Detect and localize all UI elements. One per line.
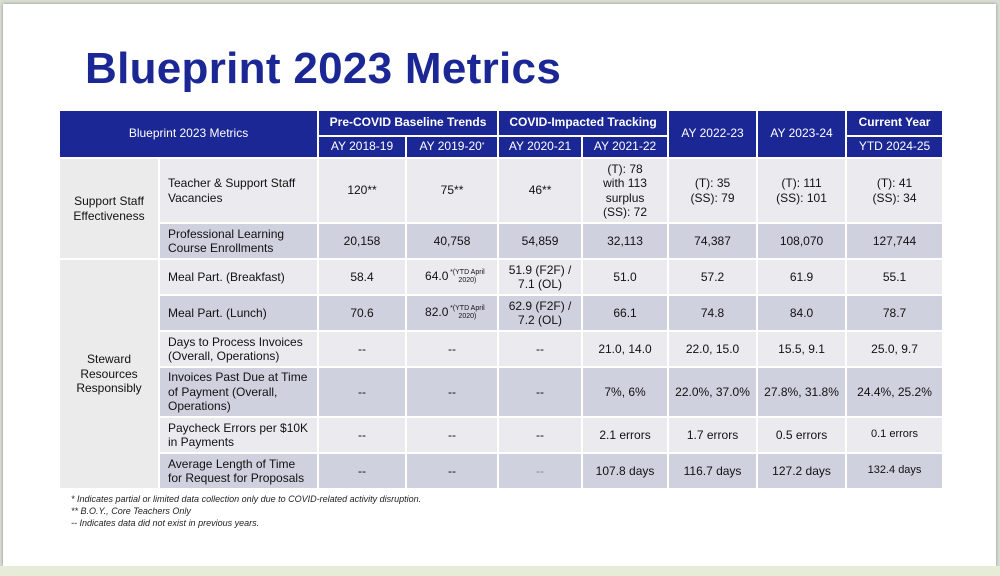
value-cell: 70.6	[318, 295, 406, 331]
table-row	[59, 367, 943, 417]
metric-label: Days to Process Invoices (Overall, Operations)	[159, 331, 318, 367]
value-cell: --	[498, 367, 582, 417]
value-cell: 74.8	[668, 295, 757, 331]
metrics-table	[58, 109, 944, 490]
header-ay-2021-22: AY 2021-22	[582, 136, 668, 158]
footnote-boy: ** B.O.Y., Core Teachers Only	[71, 506, 191, 516]
header-ay-2023-24: AY 2023-24	[757, 110, 846, 158]
value-cell: (T): 41 (SS): 34	[846, 158, 943, 223]
value-cell: (T): 111 (SS): 101	[757, 158, 846, 223]
value-cell: 75**	[406, 158, 498, 223]
value-main: 82.0	[425, 305, 449, 319]
value-cell: 1.7 errors	[668, 417, 757, 453]
value-cell: 21.0, 14.0	[582, 331, 668, 367]
value-cell	[406, 259, 498, 295]
value-cell: --	[406, 331, 498, 367]
metric-label: Professional Learning Course Enrollments	[159, 223, 318, 259]
value-cell	[406, 295, 498, 331]
header-ay-2020-21: AY 2020-21	[498, 136, 582, 158]
value-cell: 127,744	[846, 223, 943, 259]
table-row	[59, 223, 943, 259]
value-cell: 78.7	[846, 295, 943, 331]
value-cell: 22.0, 15.0	[668, 331, 757, 367]
value-cell: 2.1 errors	[582, 417, 668, 453]
value-cell: 22.0%, 37.0%	[668, 367, 757, 417]
value-cell: (T): 35 (SS): 79	[668, 158, 757, 223]
header-ay-2019-20-mark: *	[481, 142, 485, 150]
value-cell: --	[318, 453, 406, 489]
header-ay-2019-20	[406, 136, 498, 158]
page-title: Blueprint 2023 Metrics	[85, 44, 562, 93]
value-cell: 51.0	[582, 259, 668, 295]
value-cell: --	[498, 331, 582, 367]
metric-label: Paycheck Errors per $10K in Payments	[159, 417, 318, 453]
footnotes	[71, 493, 421, 529]
corner-header: Blueprint 2023 Metrics	[59, 110, 318, 158]
value-cell: 40,758	[406, 223, 498, 259]
footnote-partial-data: * Indicates partial or limited data collection only due to COVID-related activity disruption.	[71, 494, 422, 504]
value-cell: --	[498, 453, 582, 489]
header-ay-2018-19: AY 2018-19	[318, 136, 406, 158]
value-cell: 120**	[318, 158, 406, 223]
bottom-strip	[0, 566, 1000, 576]
value-cell: --	[406, 417, 498, 453]
metric-label: Average Length of Time for Request for Proposals	[159, 453, 318, 489]
table-row	[59, 331, 943, 367]
value-cell: (T): 78 with 113 surplus (SS): 72	[582, 158, 668, 223]
value-note: *(YTD April 2020)	[450, 305, 485, 320]
value-cell: 108,070	[757, 223, 846, 259]
value-cell: 132.4 days	[846, 453, 943, 489]
value-cell: 54,859	[498, 223, 582, 259]
metric-label: Meal Part. (Lunch)	[159, 295, 318, 331]
value-cell: 74,387	[668, 223, 757, 259]
value-note: *(YTD April 2020)	[450, 269, 485, 284]
value-cell: 27.8%, 31.8%	[757, 367, 846, 417]
value-cell: 46**	[498, 158, 582, 223]
value-cell: 57.2	[668, 259, 757, 295]
group-header-current-year: Current Year	[846, 110, 943, 136]
value-cell: 15.5, 9.1	[757, 331, 846, 367]
value-cell: 51.9 (F2F) / 7.1 (OL)	[498, 259, 582, 295]
header-ay-2022-23: AY 2022-23	[668, 110, 757, 158]
metric-label: Teacher & Support Staff Vacancies	[159, 158, 318, 223]
value-cell: 116.7 days	[668, 453, 757, 489]
value-cell: 24.4%, 25.2%	[846, 367, 943, 417]
metric-label: Invoices Past Due at Time of Payment (Overall, Operations)	[159, 367, 318, 417]
value-cell: --	[406, 453, 498, 489]
value-cell: --	[318, 331, 406, 367]
value-cell: --	[406, 367, 498, 417]
value-cell: 61.9	[757, 259, 846, 295]
group-header-covid: COVID-Impacted Tracking	[498, 110, 668, 136]
header-ytd-2024-25: YTD 2024-25	[846, 136, 943, 158]
value-cell: 66.1	[582, 295, 668, 331]
value-main: 64.0	[425, 269, 449, 283]
value-cell: --	[318, 367, 406, 417]
category-support-staff: Support Staff Effectiveness	[59, 158, 159, 259]
value-cell: 0.5 errors	[757, 417, 846, 453]
value-cell: 55.1	[846, 259, 943, 295]
value-cell: 107.8 days	[582, 453, 668, 489]
table-row	[59, 417, 943, 453]
slide	[3, 4, 996, 566]
value-cell: 25.0, 9.7	[846, 331, 943, 367]
value-cell: 0.1 errors	[846, 417, 943, 453]
footnote-no-data: -- Indicates data did not exist in previous years.	[71, 518, 260, 528]
table-row	[59, 158, 943, 223]
group-header-pre-covid: Pre-COVID Baseline Trends	[318, 110, 498, 136]
value-cell: 84.0	[757, 295, 846, 331]
table-row	[59, 259, 943, 295]
value-cell: --	[318, 417, 406, 453]
table-row	[59, 295, 943, 331]
value-cell: 127.2 days	[757, 453, 846, 489]
value-cell: 32,113	[582, 223, 668, 259]
table-row	[59, 453, 943, 489]
value-cell: 20,158	[318, 223, 406, 259]
value-cell: 7%, 6%	[582, 367, 668, 417]
category-steward-resources: Steward Resources Responsibly	[59, 259, 159, 489]
value-cell: --	[498, 417, 582, 453]
value-cell: 58.4	[318, 259, 406, 295]
metric-label: Meal Part. (Breakfast)	[159, 259, 318, 295]
value-cell: 62.9 (F2F) / 7.2 (OL)	[498, 295, 582, 331]
header-ay-2019-20-label: AY 2019-20	[419, 139, 482, 154]
